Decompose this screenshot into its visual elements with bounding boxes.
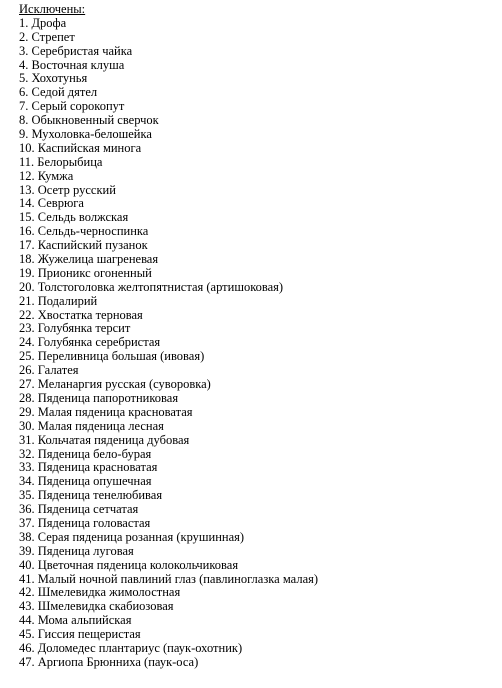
- list-item: 27. Меланаргия русская (суворовка): [19, 377, 211, 392]
- list-item: 38. Серая пяденица розанная (крушинная): [19, 529, 245, 544]
- list-item: 33. Пяденица красноватая: [19, 460, 158, 475]
- list-item: 29. Малая пяденица красноватая: [19, 404, 193, 419]
- list-item: 43. Шмелевидка скабиозовая: [19, 599, 174, 614]
- list-item: 8. Обыкновенный сверчок: [19, 113, 159, 128]
- list-item: 19. Прионикс огоненный: [19, 265, 152, 280]
- list-item: 45. Гиссия пещеристая: [19, 627, 141, 642]
- list-item: 21. Подалирий: [19, 293, 98, 308]
- list-item: 14. Севрюга: [19, 196, 84, 211]
- list-item: 18. Жужелица шагреневая: [19, 252, 159, 267]
- list-item: 12. Кумжа: [19, 168, 74, 183]
- list-item: 32. Пяденица бело-бурая: [19, 446, 152, 461]
- list-item: 11. Белорыбица: [19, 154, 103, 169]
- list-item: 6. Седой дятел: [19, 85, 98, 100]
- list-item: 41. Малый ночной павлиний глаз (павлиноглазка малая): [19, 571, 319, 586]
- list-item: 13. Осетр русский: [19, 182, 116, 197]
- list-item: 36. Пяденица сетчатая: [19, 502, 139, 517]
- list-item: 35. Пяденица тенелюбивая: [19, 488, 163, 503]
- list-item: 30. Малая пяденица лесная: [19, 418, 164, 433]
- list-item: 5. Хохотунья: [19, 71, 88, 86]
- list-item: 7. Серый сорокопут: [19, 99, 125, 114]
- list-item: 17. Каспийский пузанок: [19, 238, 148, 253]
- list-item: 37. Пяденица головастая: [19, 515, 151, 530]
- list-item: 20. Толстоголовка желтопятнистая (артишоковая): [19, 279, 284, 294]
- list-item: 23. Голубянка терсит: [19, 321, 131, 336]
- list-item: 2. Стрепет: [19, 29, 75, 44]
- list-item: 28. Пяденица папоротниковая: [19, 390, 179, 405]
- excluded-heading: Исключены:: [19, 2, 86, 16]
- list-item: 39. Пяденица луговая: [19, 543, 134, 558]
- list-item: 34. Пяденица опушечная: [19, 474, 152, 489]
- list-item: 4. Восточная клуша: [19, 57, 125, 72]
- list-item: 40. Цветочная пяденица колокольчиковая: [19, 557, 239, 572]
- document-body: [19, 3, 499, 670]
- list-item: 42. Шмелевидка жимолостная: [19, 585, 181, 600]
- list-item: 24. Голубянка серебристая: [19, 335, 161, 350]
- excluded-species-list: [19, 17, 499, 670]
- list-item: 47. Аргиопа Брюнниха (паук-оса): [19, 654, 199, 669]
- list-item: 22. Хвостатка терновая: [19, 307, 143, 322]
- list-item: 15. Сельдь волжская: [19, 210, 129, 225]
- list-item: 9. Мухоловка-белошейка: [19, 127, 152, 142]
- list-item: 26. Галатея: [19, 363, 79, 378]
- list-item: 44. Мома альпийская: [19, 613, 132, 628]
- list-item: 1. Дрофа: [19, 15, 67, 30]
- list-item: 16. Сельдь-черноспинка: [19, 224, 149, 239]
- list-item: 46. Доломедес плантариус (паук-охотник): [19, 640, 243, 655]
- list-item: 25. Переливница большая (ивовая): [19, 349, 205, 364]
- list-item: 31. Кольчатая пяденица дубовая: [19, 432, 190, 447]
- list-item: 10. Каспийская минога: [19, 140, 142, 155]
- list-item: 3. Серебристая чайка: [19, 43, 133, 58]
